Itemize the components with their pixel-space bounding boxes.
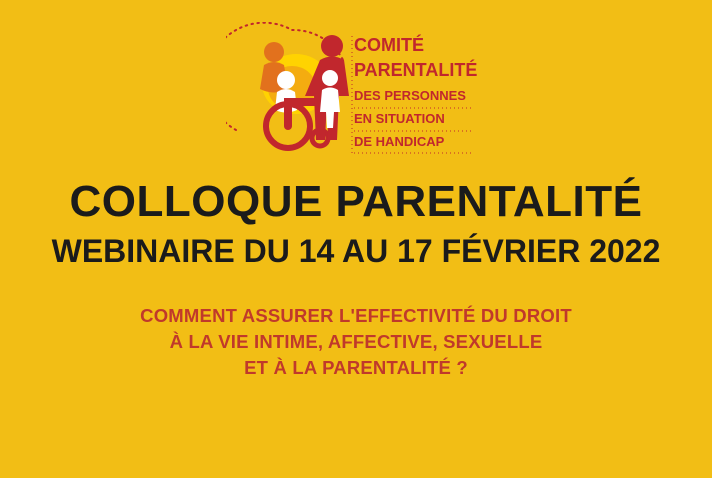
question-line-3: ET À LA PARENTALITÉ ? bbox=[244, 357, 468, 379]
question-line-1: COMMENT ASSURER L'EFFECTIVITÉ DU DROIT bbox=[140, 304, 572, 326]
logo-line-2: PARENTALITÉ bbox=[354, 60, 478, 80]
comite-parentalite-logo-icon bbox=[226, 22, 486, 157]
logo-line-3: DES PERSONNES bbox=[354, 88, 466, 103]
question-block bbox=[140, 303, 572, 382]
logo-line-5: DE HANDICAP bbox=[354, 134, 445, 149]
question-line-2: À LA VIE INTIME, AFFECTIVE, SEXUELLE bbox=[169, 331, 543, 353]
page-subtitle: WEBINAIRE DU 14 AU 17 FÉVRIER 2022 bbox=[51, 233, 661, 270]
logo-line-4: EN SITUATION bbox=[354, 111, 445, 126]
logo-line-1: COMITÉ bbox=[354, 35, 424, 55]
page-title: COLLOQUE PARENTALITÉ bbox=[69, 177, 643, 226]
logo-block bbox=[226, 22, 486, 157]
